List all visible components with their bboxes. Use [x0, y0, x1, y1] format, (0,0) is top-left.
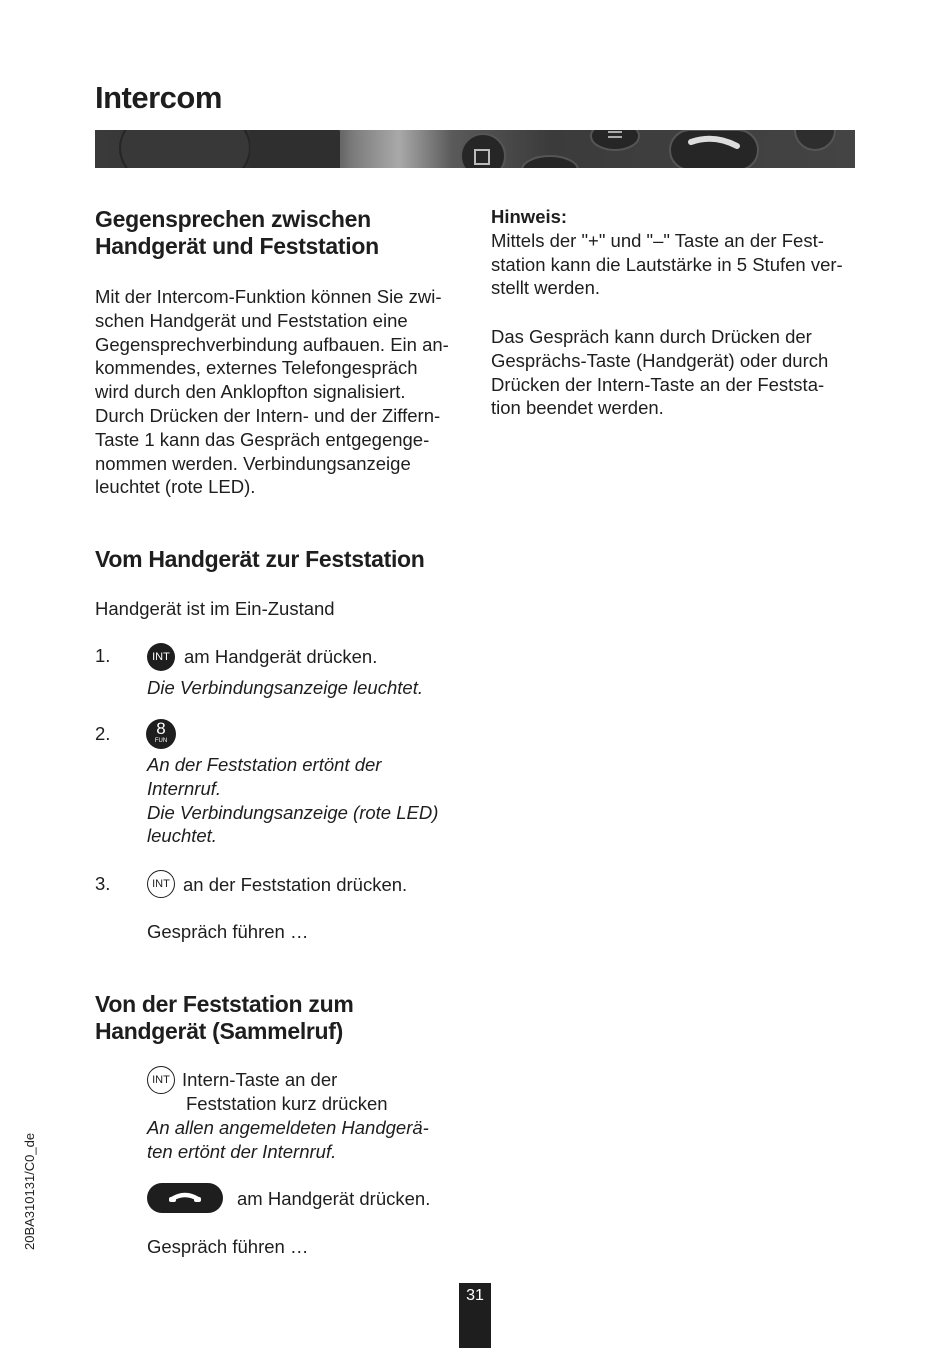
text-line: station kann die Lautstärke in 5 Stufen ver- [491, 253, 843, 275]
text-line: kommendes, externes Telefongespräch [95, 357, 418, 379]
text-line: Das Gespräch kann durch Drücken der [491, 326, 812, 347]
page-title: Intercom [95, 80, 222, 115]
document-code: 20BA310131/C0_de [22, 1132, 37, 1250]
key-digit: 8 [156, 719, 166, 738]
hint-label: Hinweis: [491, 206, 568, 227]
step-text: am Handgerät drücken. [184, 646, 378, 667]
heading-line: Von der Feststation zum [95, 991, 354, 1017]
text-line: tion beendet werden. [491, 397, 664, 419]
hint-box [491, 205, 856, 300]
text-line: stellt werden. [491, 277, 600, 299]
step-text: Intern-Taste an der [182, 1069, 338, 1090]
text-line: Internruf. [147, 777, 222, 799]
phone-keypad-illustration [95, 130, 855, 168]
step-number: 2. [95, 723, 111, 744]
talk-key-icon [147, 1183, 223, 1213]
text-line: An allen angemeldeten Handgerä- [147, 1117, 429, 1138]
step-after-text: Gespräch führen … [147, 921, 309, 942]
step-note [147, 1116, 429, 1164]
step-text: am Handgerät drücken. [237, 1188, 431, 1209]
intro-text: Handgerät ist im Ein-Zustand [95, 598, 335, 619]
key-sublabel: FUN [154, 738, 168, 744]
int-key-outline-icon: INT [147, 1066, 175, 1094]
text-line: Gesprächs-Taste (Handgerät) oder durch [491, 349, 829, 371]
text-line: Taste 1 kann das Gespräch entgegenge- [95, 428, 430, 450]
step-number: 3. [95, 873, 111, 894]
section-heading-intercom [95, 206, 379, 260]
text-line: Die Verbindungsanzeige (rote LED) [147, 801, 439, 823]
text-line: Drücken der Intern-Taste an der Feststa- [491, 373, 825, 395]
digit-8-key-icon [146, 719, 176, 749]
text-line: Mit der Intercom-Funktion können Sie zwi- [95, 286, 442, 307]
heading-line: Handgerät und Feststation [95, 233, 379, 259]
intercom-description [95, 285, 460, 499]
section-heading-handset-to-base: Vom Handgerät zur Feststation [95, 546, 425, 572]
phone-keypad-banner-image [95, 130, 855, 168]
text-line: leuchtet. [147, 825, 217, 847]
step-number: 1. [95, 645, 111, 666]
step-note [147, 753, 438, 848]
heading-line: Handgerät (Sammelruf) [95, 1018, 344, 1044]
text-line: Gegensprechverbindung aufbauen. Ein an- [95, 333, 449, 355]
text-line: Mittels der "+" und "–" Taste an der Fest- [491, 229, 824, 251]
step-after-text: Gespräch führen … [147, 1236, 309, 1257]
section-heading-base-to-handset [95, 991, 353, 1045]
text-line: nommen werden. Verbindungsanzeige [95, 452, 411, 474]
step-text: an der Feststation drücken. [183, 874, 408, 895]
int-key-icon: INT [147, 643, 175, 671]
text-line: Durch Drücken der Intern- und der Ziffern- [95, 404, 441, 426]
heading-line: Gegensprechen zwischen [95, 206, 371, 232]
step-text: Feststation kurz drücken [186, 1093, 388, 1114]
text-line: leuchtet (rote LED). [95, 476, 256, 498]
text-line: schen Handgerät und Feststation eine [95, 309, 408, 331]
text-line: ten ertönt der Internruf. [147, 1140, 337, 1162]
text-line: wird durch den Anklopfton signalisiert. [95, 381, 406, 403]
handset-icon [147, 1183, 223, 1213]
text-line: An der Feststation ertönt der [147, 754, 382, 775]
end-call-note [491, 325, 856, 420]
int-key-outline-icon: INT [147, 870, 175, 898]
step-note: Die Verbindungsanzeige leuchtet. [147, 677, 423, 698]
page-number: 31 [466, 1287, 484, 1304]
